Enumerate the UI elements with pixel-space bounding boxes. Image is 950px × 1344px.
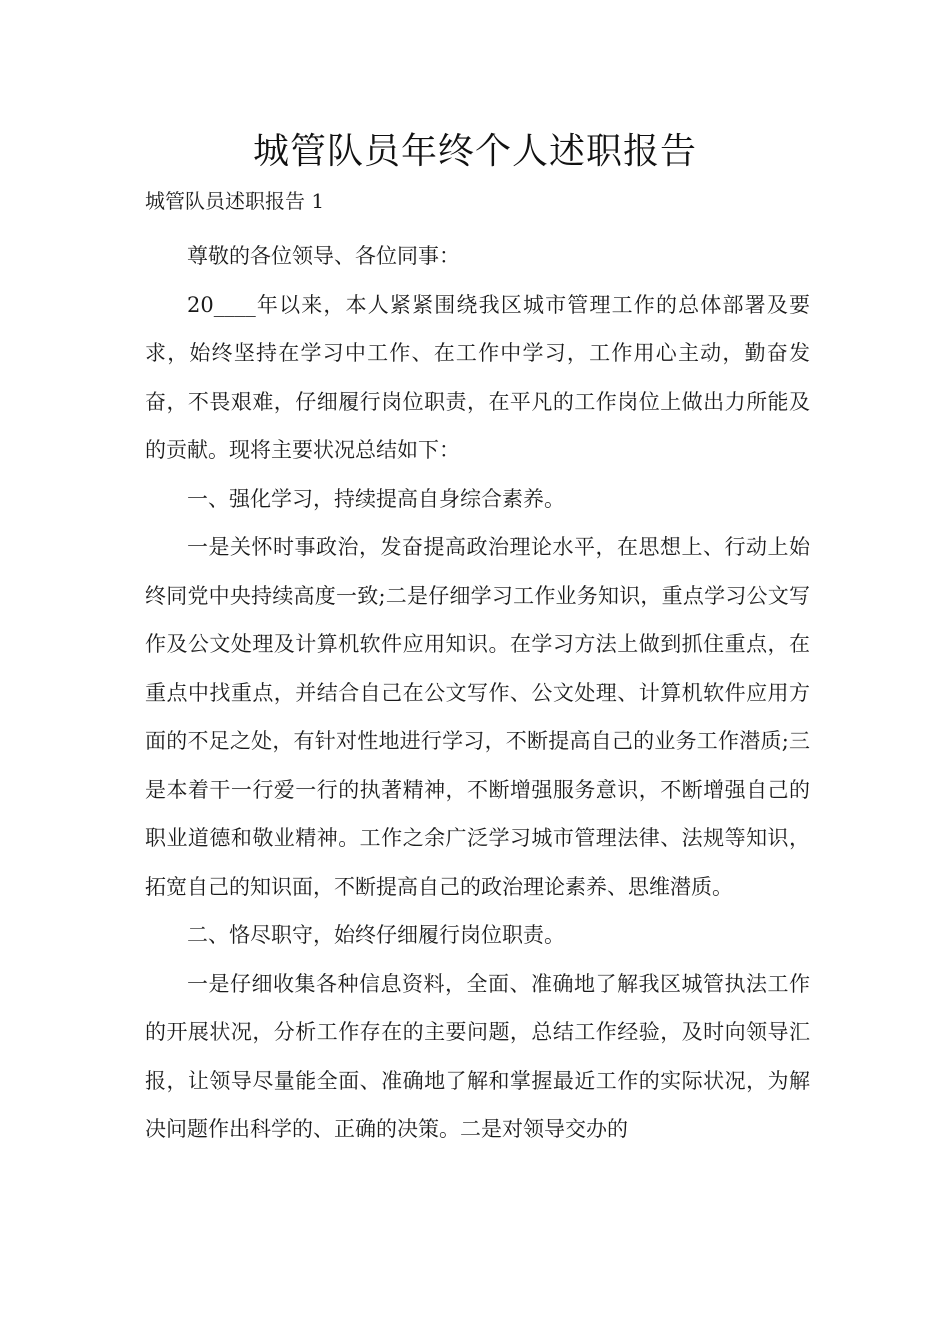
document-body	[145, 232, 810, 1154]
document-title: 城管队员年终个人述职报告	[252, 131, 697, 172]
document-subtitle: 城管队员述职报告 1	[145, 189, 325, 213]
section-heading-2: 二、恪尽职守，始终仔细履行岗位职责。	[187, 923, 565, 947]
intro-paragraph: 20____年以来，本人紧紧围绕我区城市管理工作的总体部署及要求，始终坚持在学习中工作、在工作中学习，工作用心主动，勤奋发奋，不畏艰难，仔细履行岗位职责，在平凡的工作岗位上做出力所能及的贡献。现将主要状况总结如下：	[145, 292, 810, 462]
section-1-paragraph: 一是关怀时事政治，发奋提高政治理论水平，在思想上、行动上始终同党中央持续高度一致;二是仔细学习工作业务知识，重点学习公文写作及公文处理及计算机软件应用知识。在学习方法上做到抓住重点，在重点中找重点，并结合自己在公文写作、公文处理、计算机软件应用方面的不足之处，有针对性地进行学习，不断提高自己的业务工作潜质;三是本着干一行爱一行的执著精神，不断增强服务意识，不断增强自己的职业道德和敬业精神。工作之余广泛学习城市管理法律、法规等知识，拓宽自己的知识面，不断提高自己的政治理论素养、思维潜质。	[145, 535, 810, 899]
section-2-paragraph: 一是仔细收集各种信息资料，全面、准确地了解我区城管执法工作的开展状况，分析工作存在的主要问题，总结工作经验，及时向领导汇报，让领导尽量能全面、准确地了解和掌握最近工作的实际状况，为解决问题作出科学的、正确的决策。二是对领导交办的	[145, 971, 810, 1141]
salutation-paragraph: 尊敬的各位领导、各位同事：	[187, 244, 460, 268]
section-heading-1: 一、强化学习，持续提高自身综合素养。	[187, 486, 565, 511]
